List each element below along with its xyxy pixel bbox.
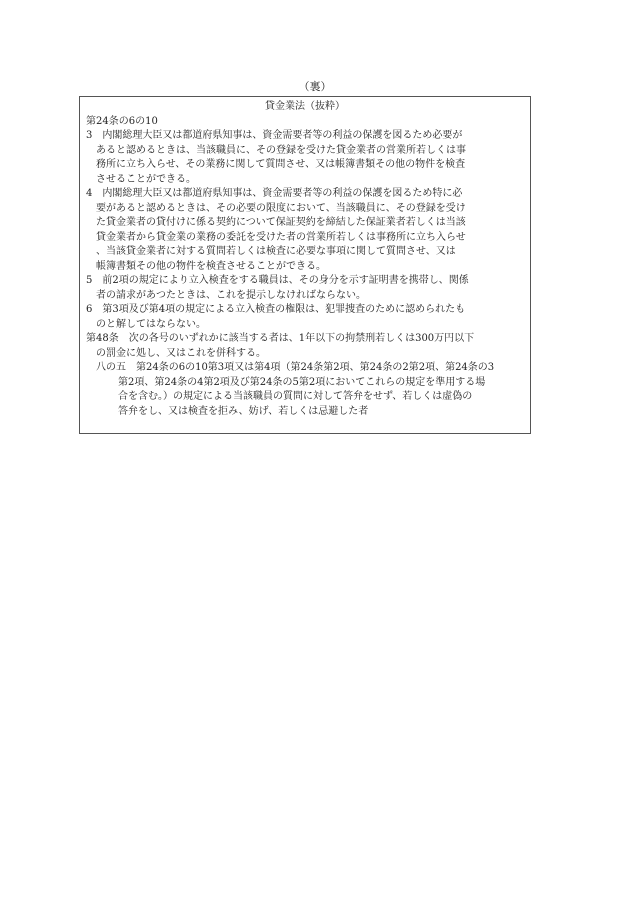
paragraph-4-line-3: た貸金業者の貸付けに係る契約について保証契約を締結した保証業者若しくは当該 [96, 217, 466, 228]
paragraph-3-line-1: 3 内閣総理大臣又は都道府県知事は、資金需要者等の利益の保護を図るため必要が [86, 130, 463, 141]
paragraph-3-line-4: させることができる。 [96, 173, 196, 185]
item-8-5-line-2: 第2項、第24条の4第2項及び第24条の5第2項においてこれらの規定を準用する場 [118, 376, 486, 388]
paragraph-5-line-2: 者の請求があつたときは、これを提示しなければならない。 [96, 289, 366, 301]
paragraph-4-line-4: 貸金業者から貸金業の業務の委託を受けた者の営業所若しくは事務所に立ち入らせ [96, 231, 466, 243]
paragraph-4-line-2: 要があると認めるときは、その必要の限度において、当該職員に、その登録を受け [96, 202, 466, 214]
item-8-5-line-4: 答弁をし、又は検査を拒み、妨げ、若しくは忌避した者 [118, 405, 369, 417]
paragraph-6-line-1: 6 第3項及び第4項の規定による立入検査の権限は、犯罪捜査のために認められたも [86, 304, 466, 315]
article-48-line-1: 第48条 次の各号のいずれかに該当する者は、1年以下の拘禁刑若しくは300万円以下 [86, 333, 475, 344]
item-8-5-line-1: 八の五 第24条の6の10第3項又は第4項（第24条第2項、第24条の2第2項、第24条の3 [96, 362, 495, 373]
article-heading-24-6-10: 第24条の6の10 [86, 115, 158, 127]
excerpt-title: 貸金業法（抜粋） [265, 101, 345, 112]
item-8-5-line-3: 合を含む。）の規定による当該職員の質問に対して答弁をせず、若しくは虚偽の [118, 391, 473, 402]
paragraph-3-line-3: 務所に立ち入らせ、その業務に関して質問させ、又は帳簿書類その他の物件を検査 [96, 159, 466, 170]
law-excerpt-box [79, 96, 531, 434]
paragraph-6-line-2: のと解してはならない。 [96, 318, 206, 330]
paragraph-4-line-5: 、当該貸金業者に対する質問若しくは検査に必要な事項に関して質問させ、又は [96, 246, 456, 257]
page-side-label: （裏） [298, 80, 332, 93]
paragraph-5-line-1: 5 前2項の規定により立入検査をする職員は、その身分を示す証明書を携帯し、関係 [86, 275, 469, 286]
article-48-line-2: の罰金に処し、又はこれを併科する。 [96, 347, 266, 359]
paragraph-4-line-6: 帳簿書類その他の物件を検査させることができる。 [96, 260, 326, 272]
paragraph-4-line-1: 4 内閣総理大臣又は都道府県知事は、資金需要者等の利益の保護を図るため特に必 [86, 188, 463, 199]
paragraph-3-line-2: あると認めるときは、当該職員に、その登録を受けた貸金業者の営業所若しくは事 [96, 144, 466, 156]
